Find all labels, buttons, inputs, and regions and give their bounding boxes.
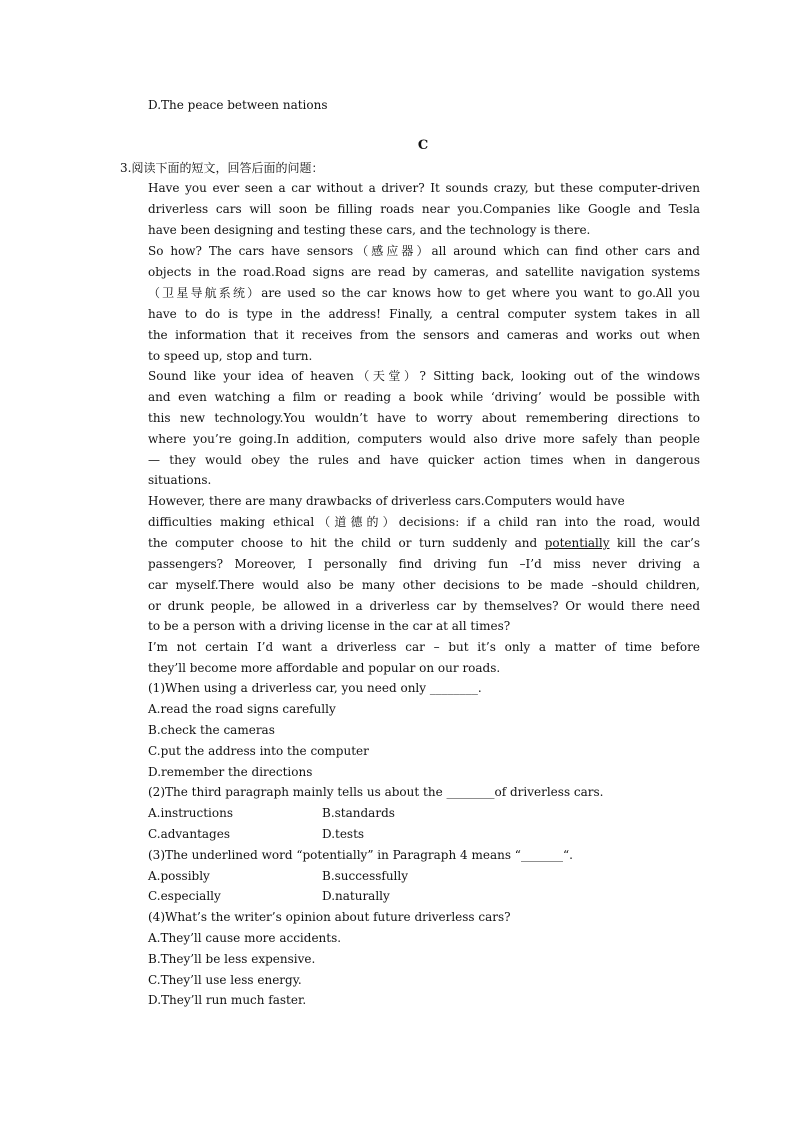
passage-line: this new technology.You wouldn’t have to worry about remembering directions to xyxy=(148,411,700,425)
underlined-word: potentially xyxy=(544,536,610,550)
option-b: B.check the cameras xyxy=(148,723,275,737)
question-instruction: 3.阅读下面的短文，回答后面的问题： xyxy=(120,161,324,175)
question-stem: (2)The third paragraph mainly tells us about the ________of driverless cars. xyxy=(148,785,604,799)
option-b: B.They’ll be less expensive. xyxy=(148,952,316,966)
option-b: B.standards xyxy=(322,806,395,820)
section-heading: C xyxy=(417,138,429,153)
option-a: A.They’ll cause more accidents. xyxy=(148,931,342,945)
passage-line-with-underline xyxy=(148,533,700,554)
passage-line: So how? The cars have sensors（感应器）all around which can find other cars and xyxy=(148,244,700,258)
option-a: A.instructions xyxy=(148,806,233,820)
option-d: D.tests xyxy=(322,827,365,841)
passage-line: Have you ever seen a car without a driver? It sounds crazy, but these computer-driven xyxy=(148,181,700,195)
passage-line: Sound like your idea of heaven（天堂）? Sitting back, looking out of the windows xyxy=(148,369,700,383)
passage-text: kill the car’s xyxy=(609,536,700,550)
option-c: C.put the address into the computer xyxy=(148,744,369,758)
passage-line: objects in the road.Road signs are read by cameras, and satellite navigation systems xyxy=(148,265,700,279)
passage-line: I’m not certain I’d want a driverless car – but it’s only a matter of time before xyxy=(148,640,700,654)
question-stem: (4)What’s the writer’s opinion about future driverless cars? xyxy=(148,910,511,924)
passage-line: and even watching a film or reading a book while ‘driving’ would be possible with xyxy=(148,390,700,404)
passage-line: However, there are many drawbacks of driverless cars.Computers would have xyxy=(148,494,625,508)
passage-line: passengers? Moreover, I personally find driving fun –I’d miss never driving a xyxy=(148,557,700,571)
option-d: D.naturally xyxy=(322,889,390,903)
option-a: A.possibly xyxy=(148,869,210,883)
question-stem: (1)When using a driverless car, you need only ________. xyxy=(148,681,482,695)
option-b: B.successfully xyxy=(322,869,409,883)
passage-line: or drunk people, be allowed in a driverless car by themselves? Or would there need xyxy=(148,599,700,613)
option-d: D.They’ll run much faster. xyxy=(148,993,307,1007)
passage-line: they’ll become more affordable and popular on our roads. xyxy=(148,661,501,675)
passage-line: have to do is type in the address! Finally, a central computer system takes in all xyxy=(148,307,700,321)
passage-line: difficulties making ethical（道德的）decisions: if a child ran into the road, would xyxy=(148,515,700,529)
option-c: C.They’ll use less energy. xyxy=(148,973,302,987)
passage-line: driverless cars will soon be filling roads near you.Companies like Google and Tesla xyxy=(148,202,700,216)
passage-line: have been designing and testing these cars, and the technology is there. xyxy=(148,223,591,237)
option-c: C.advantages xyxy=(148,827,230,841)
passage-line: where you’re going.In addition, computers would also drive more safely than people xyxy=(148,432,700,446)
passage-line: — they would obey the rules and have quicker action times when in dangerous xyxy=(148,453,700,467)
passage-text: the computer choose to hit the child or turn suddenly and xyxy=(148,536,545,550)
passage-line: the information that it receives from the sensors and cameras and works out when xyxy=(148,328,700,342)
passage-line: to speed up, stop and turn. xyxy=(148,349,313,363)
option-d: D.remember the directions xyxy=(148,765,313,779)
passage-line: car myself.There would also be many other decisions to be made –should children, xyxy=(148,578,700,592)
passage-line: situations. xyxy=(148,473,212,487)
previous-question-option-d: D.The peace between nations xyxy=(148,98,328,112)
passage-line: to be a person with a driving license in the car at all times? xyxy=(148,619,511,633)
option-c: C.especially xyxy=(148,889,221,903)
question-stem: (3)The underlined word “potentially” in Paragraph 4 means “_______“. xyxy=(148,848,573,862)
passage-line: （卫星导航系统）are used so the car knows how to get where you want to go.All you xyxy=(148,286,700,300)
option-a: A.read the road signs carefully xyxy=(148,702,336,716)
